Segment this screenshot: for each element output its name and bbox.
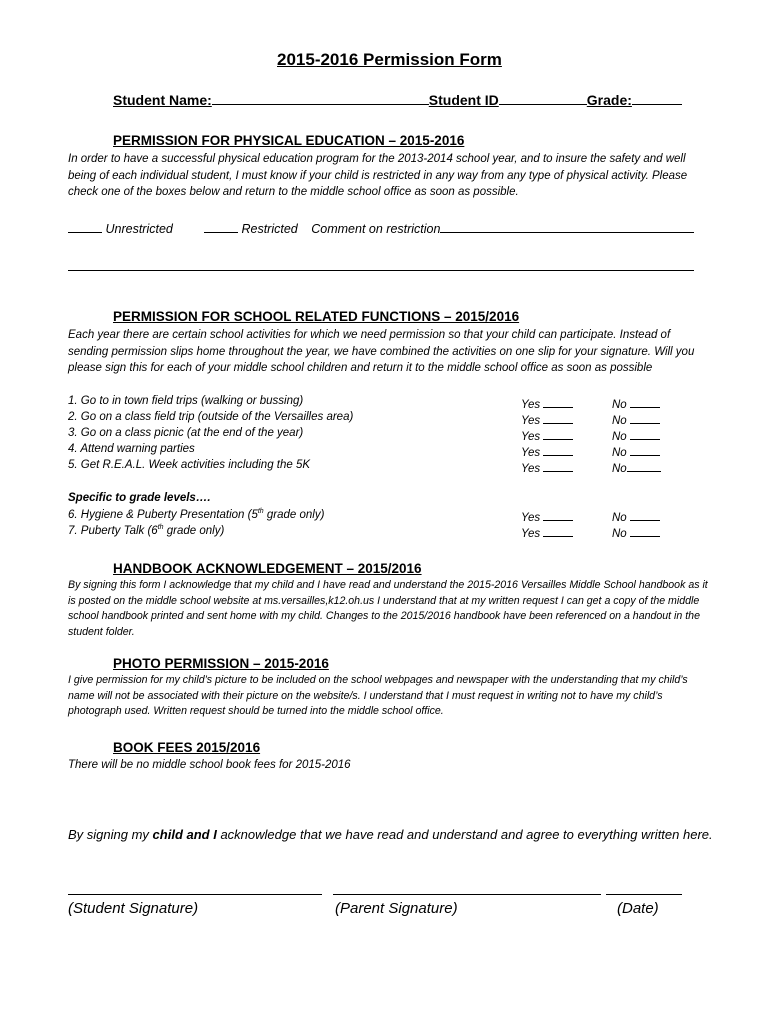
yes-option: Yes [521, 443, 573, 459]
handbook-body: By signing this form I acknowledge that my child and I have read and understand the 2015-2016 Versailles Middle School handbook as it is posted on the middle school website at ms.versailles,k12.oh.us I understand that at my written request I can get a copy of the middle school handbook printed and sent home with my child. Changes to the 2015/2016 handbook have been referenced on a handout in the student folder. [68, 579, 708, 638]
list-item: 7. Puberty Talk (6th grade only) [68, 524, 225, 537]
functions-heading: PERMISSION FOR SCHOOL RELATED FUNCTIONS – 2015/2016 [113, 309, 520, 324]
no-option: No [612, 443, 660, 459]
list-item: 6. Hygiene & Puberty Presentation (5th grade only) [68, 508, 325, 521]
parent-signature-label: (Parent Signature) [335, 900, 458, 917]
yes-option: Yes [521, 508, 573, 524]
yes-option: Yes [521, 459, 573, 475]
specific-grade-label: Specific to grade levels…. [68, 492, 211, 504]
book-fees-heading: BOOK FEES 2015/2016 [113, 740, 261, 755]
no-option: No [612, 508, 660, 524]
no-blank[interactable] [630, 395, 660, 408]
yes-blank[interactable] [543, 459, 573, 472]
grade-field[interactable] [632, 92, 682, 105]
functions-body: Each year there are certain school activities for which we need permission so that your child can participate. Instead of sending permission slips home throughout the year, we have combined the activities on one slip for your signature. Will you please sign this for each of your middle school children and return it to the middle school office as soon as possible [68, 329, 695, 374]
comment-line-2[interactable] [68, 270, 694, 271]
parent-signature-line[interactable] [333, 894, 601, 895]
yes-option: Yes [521, 411, 573, 427]
no-option: No [612, 427, 660, 443]
yes-blank[interactable] [543, 443, 573, 456]
list-item: 5. Get R.E.A.L. Week activities including the 5K [68, 459, 311, 471]
photo-body: I give permission for my child’s picture to be included on the school webpages and newspaper with the understanding that my child’s name will not be associated with their picture on the website/s. I understand that I must request in writing not to have my child’s photograph used. Written request should be turned into the middle school office. [68, 674, 688, 717]
restricted-label: Restricted [241, 222, 298, 236]
no-blank[interactable] [630, 524, 660, 537]
closing-statement: By signing my child and I acknowledge that we have read and understand and agree to everything written here. [68, 827, 713, 842]
list-item: 3. Go on a class picnic (at the end of the year) [68, 427, 304, 439]
student-signature-line[interactable] [68, 894, 322, 895]
pe-options [68, 220, 173, 236]
yes-option: Yes [521, 524, 573, 540]
no-option: No [612, 459, 661, 475]
student-id-field[interactable] [499, 92, 587, 105]
student-signature-label: (Student Signature) [68, 900, 199, 917]
yes-blank[interactable] [543, 395, 573, 408]
date-line[interactable] [606, 894, 682, 895]
yes-blank[interactable] [543, 524, 573, 537]
no-blank[interactable] [630, 443, 660, 456]
pe-body: In order to have a successful physical education program for the 2013-2014 school year, and to insure the safety and well being of each individual student, I must know if your child is restricted in any way from any type of physical activity. Please check one of the boxes below and return to the middle school office as soon as possible. [68, 153, 688, 198]
comment-field[interactable] [440, 220, 694, 233]
pe-heading: PERMISSION FOR PHYSICAL EDUCATION – 2015-2016 [113, 133, 465, 148]
no-blank[interactable] [630, 411, 660, 424]
yes-option: Yes [521, 427, 573, 443]
student-name-field[interactable] [212, 92, 429, 105]
restricted-checkbox[interactable] [204, 220, 238, 233]
unrestricted-checkbox[interactable] [68, 220, 102, 233]
photo-heading: PHOTO PERMISSION – 2015-2016 [113, 656, 329, 671]
no-option: No [612, 411, 660, 427]
book-fees-body: There will be no middle school book fees for 2015-2016 [68, 759, 351, 771]
no-blank[interactable] [630, 427, 660, 440]
no-option: No [612, 524, 660, 540]
student-info-line [113, 92, 682, 108]
list-item: 2. Go on a class field trip (outside of the Versailles area) [68, 411, 354, 423]
comment-label: Comment on restriction [311, 222, 441, 236]
no-option: No [612, 395, 660, 411]
unrestricted-label: Unrestricted [105, 222, 173, 236]
date-label: (Date) [617, 900, 659, 917]
student-name-label: Student Name: [113, 92, 212, 108]
grade-label: Grade: [586, 92, 632, 108]
restricted-option [204, 220, 694, 236]
list-item: 1. Go to in town field trips (walking or bussing) [68, 395, 304, 407]
no-blank[interactable] [630, 508, 660, 521]
yes-blank[interactable] [543, 427, 573, 440]
list-item: 4. Attend warning parties [68, 443, 195, 455]
yes-blank[interactable] [543, 411, 573, 424]
student-id-label: Student ID [428, 92, 499, 108]
yes-blank[interactable] [543, 508, 573, 521]
yes-option: Yes [521, 395, 573, 411]
page-title: 2015-2016 Permission Form [277, 50, 502, 69]
handbook-heading: HANDBOOK ACKNOWLEDGEMENT – 2015/2016 [113, 561, 422, 576]
no-blank[interactable] [627, 459, 661, 472]
